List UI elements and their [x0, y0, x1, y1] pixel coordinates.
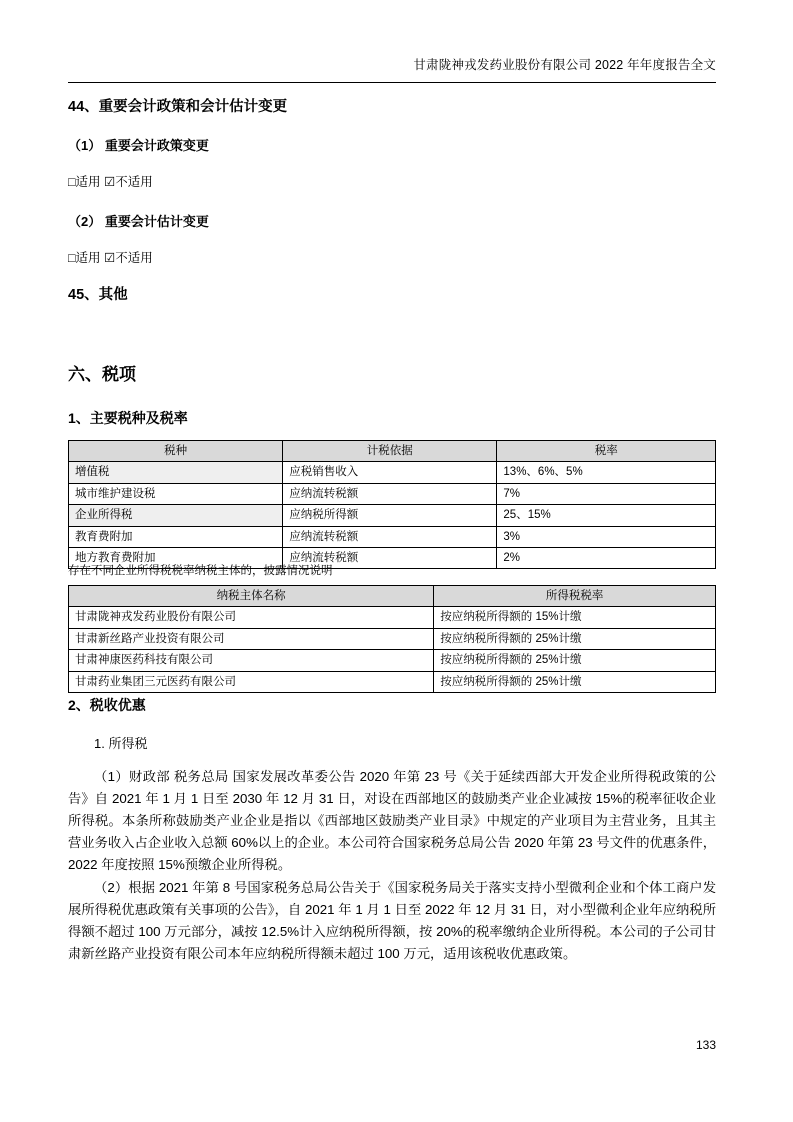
paragraph-2: （2）根据 2021 年第 8 号国家税务总局公告关于《国家税务局关于落实支持小型微利企业和个体工商户发展所得税优惠政策有关事项的公告》，自 2021 年 1 月 1 日至 2022 年 12 月 31 日，对小型微利企业年应纳税所得额不超过 100 万元部分，减按 12.5%计入应纳税所得额，按 20%的税率缴纳企业所得税。本公司的子公司甘肃新丝路产业投资有限公司本年应纳税所得额未超过 100 万元，适用该税收优惠政策。: [68, 880, 716, 961]
running-header: 甘肃陇神戎发药业股份有限公司 2022 年年度报告全文: [413, 58, 716, 72]
section-44-sub1-options[interactable]: □适用 ☑不适用: [68, 175, 153, 189]
header-rule: [68, 82, 716, 83]
cell-tax-basis: 应纳流转税额: [283, 547, 497, 568]
column-header-tax-basis: 计税依据: [283, 441, 497, 462]
cell-tax-rate: 25、15%: [497, 505, 716, 526]
cell-taxpayer-name: 甘肃新丝路产业投资有限公司: [69, 628, 434, 649]
cell-tax-basis: 应纳税所得额: [283, 505, 497, 526]
cell-taxpayer-name: 甘肃神康医药科技有限公司: [69, 650, 434, 671]
table-row: [69, 505, 716, 526]
page-number: 133: [695, 1038, 716, 1052]
cell-taxpayer-name: 甘肃陇神戎发药业股份有限公司: [69, 607, 434, 628]
cell-income-tax-rate: 按应纳税所得额的 25%计缴: [434, 650, 716, 671]
cell-tax-rate: 3%: [497, 526, 716, 547]
cell-income-tax-rate: 按应纳税所得额的 25%计缴: [434, 628, 716, 649]
table-header-row: [69, 586, 716, 607]
cell-tax-type: 地方教育费附加: [69, 547, 283, 568]
table-row: [69, 526, 716, 547]
section-44-sub2-title: （2） 重要会计估计变更: [68, 214, 209, 229]
cell-taxpayer-name: 甘肃药业集团三元医药有限公司: [69, 671, 434, 692]
cell-tax-basis: 应纳流转税额: [283, 526, 497, 547]
cell-income-tax-rate: 按应纳税所得额的 15%计缴: [434, 607, 716, 628]
section-44-sub2-options[interactable]: □适用 ☑不适用: [68, 251, 153, 265]
tax-rate-table: [68, 440, 716, 569]
item-income-tax-label: 1. 所得税: [94, 736, 148, 751]
taxpayer-rate-table: [68, 585, 716, 693]
table-row: [69, 462, 716, 483]
table-header-row: [69, 441, 716, 462]
column-header-income-tax-rate: 所得税税率: [434, 586, 716, 607]
section-6-title: 六、税项: [68, 365, 136, 384]
column-header-tax-rate: 税率: [497, 441, 716, 462]
cell-tax-type: 城市维护建设税: [69, 483, 283, 504]
column-header-taxpayer-name: 纳税主体名称: [69, 586, 434, 607]
paragraph-1: （1）财政部 税务总局 国家发展改革委公告 2020 年第 23 号《关于延续西部大开发企业所得税政策的公告》自 2021 年 1 月 1 日至 2030 年 12 月 31 日，对设在西部地区的鼓励类产业企业减按 15%的税率征收企业所得税。本条所称鼓励类产业企业是指以《西部地区鼓励类产业目录》中规定的产业项目为主营业务，且其主营业务收入占企业收入总额 60%以上的企业。本公司符合国家税务总局公告 2020 年第 23 号文件的优惠条件，2022 年度按照 15%预缴企业所得税。: [68, 769, 716, 872]
cell-tax-basis: 应税销售收入: [283, 462, 497, 483]
section-44-title: 44、重要会计政策和会计估计变更: [68, 99, 288, 115]
column-header-tax-type: 税种: [69, 441, 283, 462]
table-row: [69, 607, 716, 628]
cell-tax-type: 增值税: [69, 462, 283, 483]
table-row: [69, 628, 716, 649]
cell-income-tax-rate: 按应纳税所得额的 25%计缴: [434, 671, 716, 692]
table-row: [69, 483, 716, 504]
section-45-title: 45、其他: [68, 287, 128, 303]
table-row: [69, 671, 716, 692]
tax-note: 存在不同企业所得税税率纳税主体的，披露情况说明: [68, 565, 333, 577]
section-44-sub1-title: （1） 重要会计政策变更: [68, 138, 209, 153]
section-6-2-title: 2、税收优惠: [68, 697, 146, 713]
cell-tax-rate: 7%: [497, 483, 716, 504]
cell-tax-rate: 13%、6%、5%: [497, 462, 716, 483]
cell-tax-type: 企业所得税: [69, 505, 283, 526]
cell-tax-basis: 应纳流转税额: [283, 483, 497, 504]
cell-tax-rate: 2%: [497, 547, 716, 568]
table-row: [69, 650, 716, 671]
cell-tax-type: 教育费附加: [69, 526, 283, 547]
section-6-1-title: 1、主要税种及税率: [68, 410, 188, 426]
